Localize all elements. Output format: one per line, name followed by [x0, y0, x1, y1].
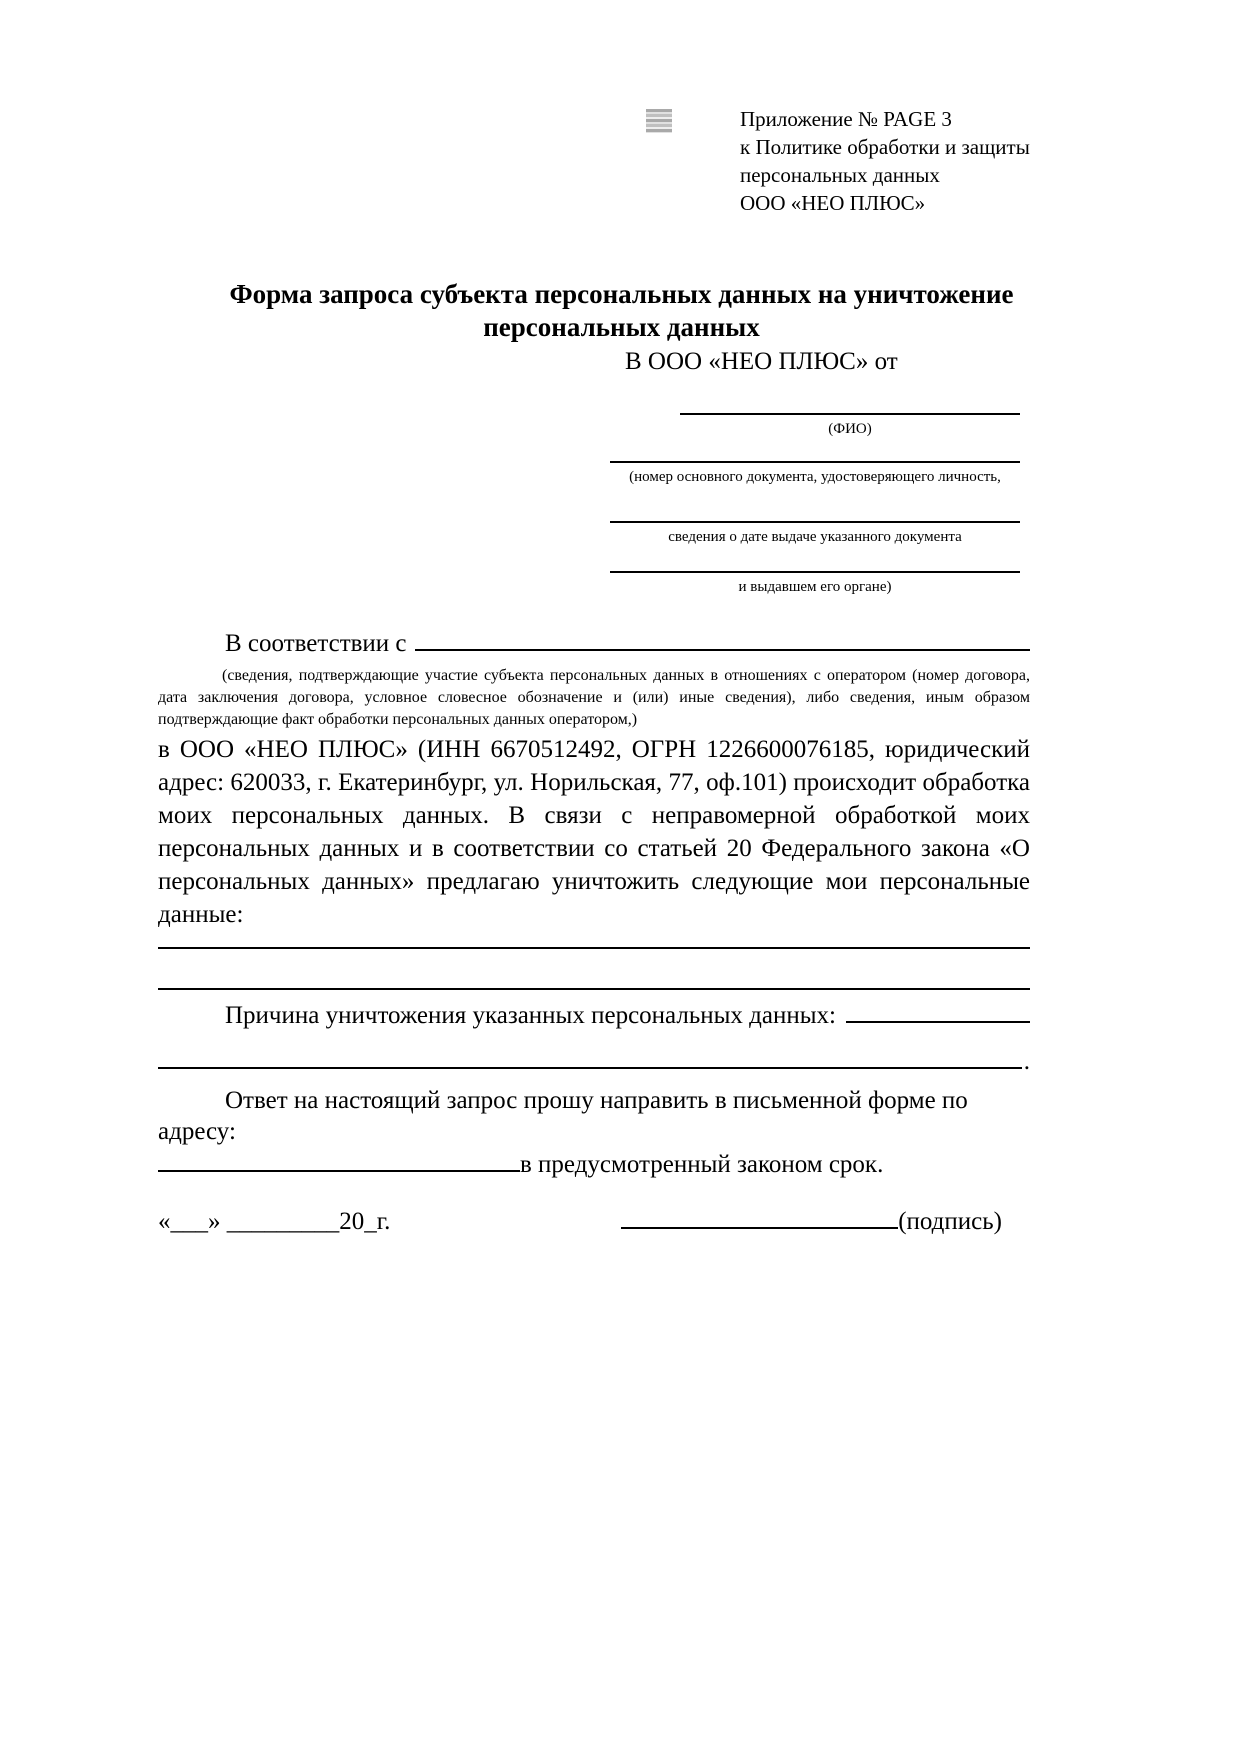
accordance-blank-line — [415, 649, 1030, 651]
signature-area — [621, 1206, 1002, 1237]
document-number-caption: (номер основного документа, удостоверяющего личность, — [629, 469, 1001, 485]
header-line-policy: к Политике обработки и защиты — [740, 135, 1030, 159]
signature-blank-line — [621, 1227, 898, 1229]
document-title-line-1: Форма запроса субъекта персональных данных на уничтожение — [229, 279, 1014, 309]
issuing-authority-blank-line — [610, 571, 1020, 573]
address-blank-line — [158, 1170, 520, 1172]
fio-blank-line — [680, 413, 1020, 415]
document-number-blank-line — [610, 461, 1020, 463]
reason-continuation-line — [158, 1046, 1030, 1077]
reason-label: Причина уничтожения указанных персональных данных: — [225, 1002, 836, 1029]
trailing-period: . — [1023, 1048, 1030, 1075]
header-line-personal-data: персональных данных — [740, 163, 940, 187]
issue-date-blank-line — [610, 521, 1020, 523]
header-line-company: ООО «НЕО ПЛЮС» — [740, 191, 926, 215]
document-title-line-2: персональных данных — [483, 312, 760, 342]
reason-continuation-blank-line — [158, 1067, 1022, 1069]
response-term-text: в предусмотренный законом срок. — [520, 1151, 884, 1178]
field-document-number — [610, 461, 1020, 486]
appendix-header — [740, 105, 1030, 217]
response-request-line: Ответ на настоящий запрос прошу направить в письменной форме по адресу: — [158, 1087, 968, 1145]
date-signature-row — [158, 1206, 1030, 1237]
field-issue-date — [610, 521, 1020, 546]
fio-caption: (ФИО) — [828, 421, 872, 437]
accordance-line — [158, 628, 1030, 659]
body-paragraph: в ООО «НЕО ПЛЮС» (ИНН 6670512492, ОГРН 1226600076185, юридический адрес: 620033, г. Екатеринбург, ул. Норильская, 77, оф.101) происходит обработка моих персональных данных. В связи с неправомерной обработкой моих персональных данных и в соответствии со статьей 20 Федерального закона «О персональных данных» предлагаю уничтожить следующие мои персональные данные: — [158, 736, 1030, 928]
appendix-header-zone — [158, 105, 1030, 221]
addressee-line: В ООО «НЕО ПЛЮС» от — [625, 348, 898, 375]
data-to-destroy-blank-line-2 — [158, 988, 1030, 990]
accordance-lead-text: В соответствии с — [225, 630, 407, 657]
reason-blank-line — [846, 1021, 1030, 1023]
data-to-destroy-blank-line-1 — [158, 947, 1030, 949]
field-code-icon — [646, 109, 672, 133]
document-title — [158, 278, 1085, 344]
field-issuing-authority — [610, 571, 1020, 596]
issuing-authority-caption: и выдавшем его органе) — [738, 579, 892, 595]
header-line-appendix-number: Приложение № PAGE 3 — [740, 107, 952, 131]
field-fio — [680, 413, 1020, 438]
date-line: «___» _________20_г. — [158, 1208, 391, 1235]
accordance-footnote: (сведения, подтверждающие участие субъекта персональных данных в отношениях с оператором (номер договора, дата заключения договора, условное словесное обозначение и (или) иные сведения), либо сведения, иным образом подтверждающие факт обработки персональных данных оператором,) — [158, 667, 1030, 728]
reason-line — [158, 999, 1030, 1032]
response-address-line — [158, 1149, 1030, 1180]
signature-caption: (подпись) — [898, 1208, 1002, 1235]
issue-date-caption: сведения о дате выдаче указанного документа — [668, 529, 962, 545]
